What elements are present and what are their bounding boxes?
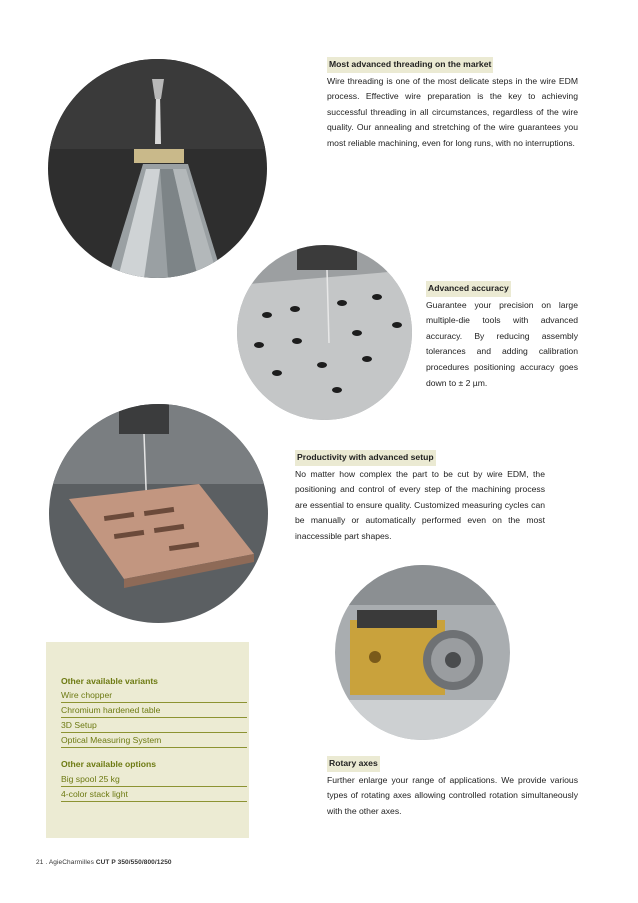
- page-number: 21: [36, 859, 44, 866]
- section-setup: [295, 450, 545, 545]
- variant-item: 3D Setup: [61, 718, 247, 733]
- options-sidebox: [46, 642, 249, 838]
- photo-advanced-setup: [49, 404, 268, 623]
- section-title: Productivity with advanced setup: [295, 450, 436, 466]
- option-item: Big spool 25 kg: [61, 772, 247, 787]
- variants-list: [61, 688, 247, 748]
- section-accuracy: [426, 281, 578, 391]
- options-title: Other available options: [61, 759, 157, 769]
- footer-model: CUT P 350/550/800/1250: [95, 859, 172, 866]
- options-list: [61, 772, 247, 802]
- photo-wire-threading: [48, 59, 267, 278]
- option-item: 4-color stack light: [61, 787, 247, 802]
- variants-title: Other available variants: [61, 676, 158, 686]
- photo-accuracy-plate: [237, 245, 412, 420]
- photo-rotary-axes: [335, 565, 510, 740]
- page-footer: [36, 859, 172, 866]
- variant-item: Optical Measuring System: [61, 733, 247, 748]
- section-body: Guarantee your precision on large multiple-die tools with advanced accuracy. By reducing assembly tolerances and adding calibration procedures positioning accuracy goes down to ± 2 µm.: [426, 299, 578, 388]
- section-body: Wire threading is one of the most delicate steps in the wire EDM process. Effective wire preparation is the key to achieving successful threading in all circumstances, regardless of the wire quality. Our annealing and stretching of the wire guarantees you most reliable machining, even for long runs, with no interruptions.: [327, 75, 578, 148]
- section-title: Most advanced threading on the market: [327, 57, 493, 73]
- section-body: Further enlarge your range of applications. We provide various types of rotating axes allowing controlled rotation simultaneously with the other axes.: [327, 774, 578, 816]
- section-rotary-axes: [327, 756, 578, 819]
- section-title: Advanced accuracy: [426, 281, 511, 297]
- footer-separator: .: [45, 859, 48, 866]
- section-body: No matter how complex the part to be cut by wire EDM, the positioning and control of every step of the machining process are essential to ensure quality. Customized measuring cycles can be manually or automatically performed even on the most inaccessible part shapes.: [295, 468, 545, 541]
- variant-item: Wire chopper: [61, 688, 247, 703]
- section-threading: [327, 57, 578, 152]
- variant-item: Chromium hardened table: [61, 703, 247, 718]
- section-title: Rotary axes: [327, 756, 380, 772]
- footer-brand: AgieCharmilles: [48, 859, 94, 866]
